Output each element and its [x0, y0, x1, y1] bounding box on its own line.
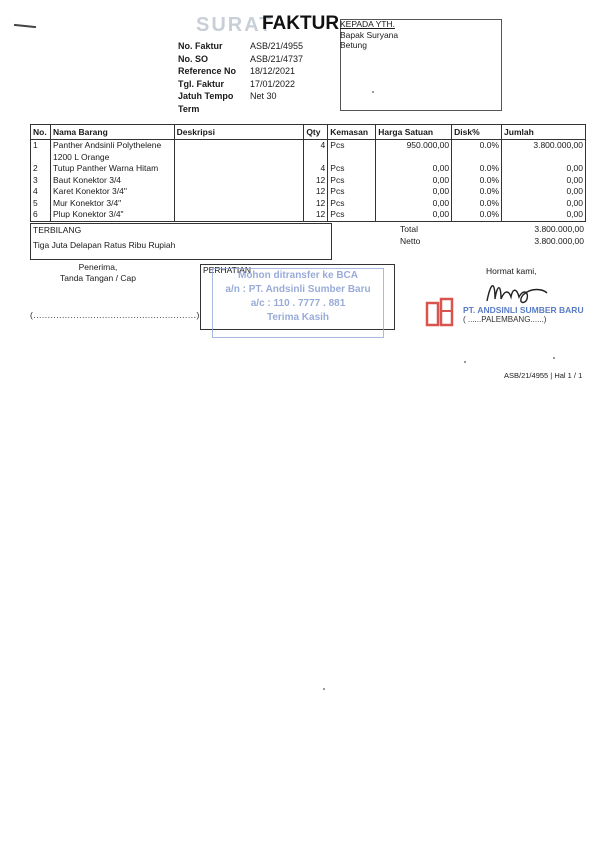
cell-nama: Karet Konektor 3/4"	[50, 186, 174, 198]
field-value-no-so: ASB/21/4737	[250, 53, 304, 64]
cell-harga: 0,00	[376, 175, 452, 187]
cell-nama	[50, 140, 174, 164]
company-city-line: ( ......PALEMBANG......)	[463, 315, 547, 324]
col-header-kemasan: Kemasan	[328, 125, 376, 140]
col-header-harga: Harga Satuan	[376, 125, 452, 140]
cell-no: 3	[31, 175, 51, 187]
cell-no: 5	[31, 198, 51, 210]
recipient-name: Bapak Suryana	[340, 30, 399, 40]
stamp-line-4: Terima Kasih	[266, 312, 330, 323]
col-header-nama: Nama Barang	[50, 125, 174, 140]
field-label-term: Term	[178, 103, 200, 114]
cell-jumlah: 3.800.000,00	[502, 140, 586, 164]
scan-mark	[14, 24, 36, 28]
cell-deskripsi	[174, 198, 304, 210]
table-row	[31, 198, 586, 210]
cell-disk: 0.0%	[452, 209, 502, 221]
cell-nama: Tutup Panther Warna Hitam	[50, 163, 174, 175]
field-label-reference: Reference No	[178, 66, 237, 76]
cell-jumlah: 0,00	[502, 198, 586, 210]
scan-speck	[464, 361, 466, 363]
ghost-title: SURAT	[196, 14, 274, 36]
cell-nama: Baut Konektor 3/4	[50, 175, 174, 187]
terbilang-box	[30, 223, 332, 260]
cell-qty: 4	[304, 140, 328, 164]
stamp-line-2: a/n : PT. Andsinli Sumber Baru	[225, 284, 371, 295]
cell-kemasan: Pcs	[328, 186, 376, 198]
scan-speck	[372, 91, 374, 93]
cell-nama-line1: Panther Andsinli Polythelene	[52, 140, 162, 150]
field-label-no-faktur: No. Faktur	[178, 41, 223, 51]
table-row	[31, 163, 586, 175]
cell-harga: 0,00	[376, 209, 452, 221]
sender-greeting: Hormat kami,	[486, 266, 537, 276]
cell-deskripsi	[174, 163, 304, 175]
receiver-line2: Tanda Tangan / Cap	[60, 273, 136, 283]
cell-deskripsi	[174, 175, 304, 187]
netto-value: 3.800.000,00	[534, 236, 584, 246]
field-value-term: Net 30	[250, 91, 277, 101]
cell-no: 4	[31, 186, 51, 198]
cell-kemasan: Pcs	[328, 140, 376, 164]
terbilang-label: TERBILANG	[33, 225, 82, 235]
field-label-tgl-faktur: Tgl. Faktur	[178, 78, 225, 89]
cell-nama: Plup Konektor 3/4"	[50, 209, 174, 221]
field-value-no-faktur: ASB/21/4955	[250, 41, 304, 51]
cell-qty: 12	[304, 175, 328, 187]
table-header-row	[31, 125, 586, 140]
table-row	[31, 140, 586, 164]
field-label-jatuh-tempo: Jatuh Tempo	[178, 91, 234, 101]
field-label-no-so: No. SO	[178, 53, 209, 64]
col-header-no: No.	[31, 125, 51, 140]
signature-graphic	[483, 275, 553, 309]
cell-harga: 0,00	[376, 163, 452, 175]
cell-jumlah: 0,00	[502, 175, 586, 187]
cell-qty: 12	[304, 198, 328, 210]
stamp-line-3: a/c : 110 . 7777 . 881	[250, 298, 346, 309]
receiver-line1: Penerima,	[78, 262, 118, 272]
field-value-jatuh-tempo: 17/01/2022	[250, 78, 296, 89]
items-table	[30, 124, 586, 222]
header-field-labels	[178, 40, 236, 115]
header-field-values	[250, 40, 303, 103]
cell-disk: 0.0%	[452, 186, 502, 198]
cell-harga: 950.000,00	[376, 140, 452, 164]
table-row	[31, 209, 586, 221]
cell-kemasan: Pcs	[328, 175, 376, 187]
stamp-line-1: Mohon ditransfer ke BCA	[237, 270, 358, 281]
transfer-stamp	[212, 268, 384, 338]
cell-nama: Mur Konektor 3/4"	[50, 198, 174, 210]
cell-disk: 0.0%	[452, 140, 502, 164]
total-value: 3.800.000,00	[534, 224, 584, 234]
recipient-title: KEPADA YTH.	[340, 19, 395, 29]
cell-no: 1	[31, 140, 51, 164]
scan-speck	[553, 357, 555, 359]
cell-nama-line2: 1200 L Orange	[52, 151, 110, 162]
terbilang-text: Tiga Juta Delapan Ratus Ribu Rupiah	[33, 240, 176, 250]
page-reference: ASB/21/4955 | Hal 1 / 1	[504, 371, 583, 380]
cell-kemasan: Pcs	[328, 163, 376, 175]
perhatian-label: PERHATIAN	[203, 265, 252, 275]
receiver-signature-line: (.........................................................)	[30, 310, 200, 320]
recipient-city: Betung	[340, 40, 367, 50]
document-title: FAKTUR	[262, 13, 340, 34]
cell-disk: 0.0%	[452, 175, 502, 187]
col-header-deskripsi: Deskripsi	[174, 125, 304, 140]
cell-kemasan: Pcs	[328, 209, 376, 221]
cell-jumlah: 0,00	[502, 163, 586, 175]
cell-kemasan: Pcs	[328, 198, 376, 210]
cell-qty: 12	[304, 186, 328, 198]
cell-deskripsi	[174, 209, 304, 221]
field-value-tgl-faktur: 18/12/2021	[250, 66, 296, 76]
col-header-disk: Disk%	[452, 125, 502, 140]
cell-deskripsi	[174, 186, 304, 198]
cell-harga: 0,00	[376, 198, 452, 210]
company-name: PT. ANDSINLI SUMBER BARU	[463, 305, 584, 315]
cell-jumlah: 0,00	[502, 209, 586, 221]
receiver-block	[60, 262, 136, 284]
cell-disk: 0.0%	[452, 163, 502, 175]
cell-qty: 12	[304, 209, 328, 221]
cell-qty: 4	[304, 163, 328, 175]
total-label: Total	[400, 224, 418, 234]
cell-jumlah: 0,00	[502, 186, 586, 198]
col-header-qty: Qty	[304, 125, 328, 140]
table-row	[31, 175, 586, 187]
col-header-jumlah: Jumlah	[502, 125, 586, 140]
company-logo-icon	[425, 295, 455, 327]
table-row	[31, 186, 586, 198]
cell-no: 2	[31, 163, 51, 175]
netto-label: Netto	[400, 236, 421, 246]
scan-speck	[323, 688, 325, 690]
cell-no: 6	[31, 209, 51, 221]
cell-disk: 0.0%	[452, 198, 502, 210]
cell-harga: 0,00	[376, 186, 452, 198]
cell-deskripsi	[174, 140, 304, 164]
